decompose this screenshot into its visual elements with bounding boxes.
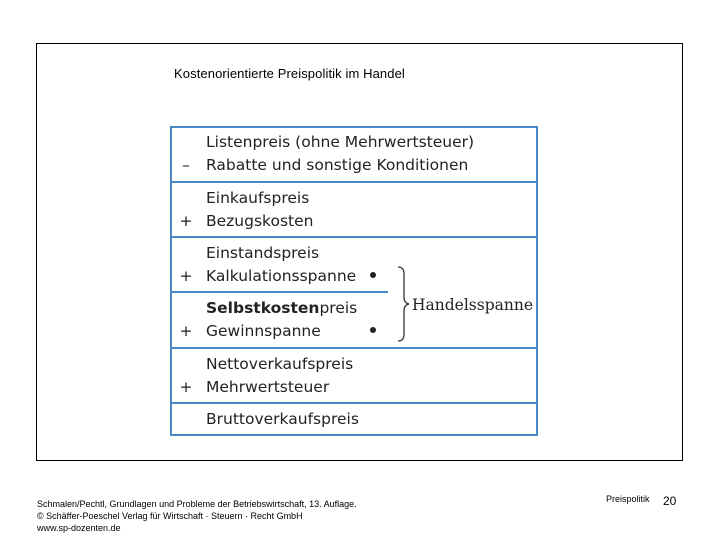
- footer-citation: [37, 498, 357, 534]
- row-divider: [172, 181, 536, 183]
- bold-text: Selbstkosten: [206, 299, 320, 317]
- bullet-dot: [370, 272, 376, 278]
- scheme-line: Bezugskosten: [206, 212, 314, 230]
- brace-label-handelsspanne: Handelsspanne: [412, 296, 534, 314]
- row-divider: [172, 347, 536, 349]
- plus-operator: +: [179, 212, 193, 230]
- scheme-line: Nettoverkaufspreis: [206, 355, 354, 373]
- scheme-line: Rabatte und sonstige Konditionen: [206, 156, 469, 174]
- bullet-dot: [370, 327, 376, 333]
- plus-operator: +: [179, 267, 193, 285]
- row-divider-short: [172, 291, 388, 293]
- scheme-line: Bruttoverkaufspreis: [206, 410, 359, 428]
- calculation-scheme: [170, 126, 538, 436]
- curly-brace-icon: [396, 266, 410, 342]
- footer-topic: Preispolitik: [606, 494, 650, 504]
- citation-line: © Schäffer-Poeschel Verlag für Wirtschaft · Steuern · Recht GmbH: [37, 511, 303, 521]
- plus-operator: +: [179, 322, 193, 340]
- scheme-line: Einstandspreis: [206, 244, 320, 262]
- scheme-line: Gewinnspanne: [206, 322, 321, 340]
- regular-text: preis: [319, 299, 358, 317]
- scheme-line-selbstkostenpreis: [206, 299, 357, 317]
- citation-line: Schmalen/Pechtl, Grundlagen und Probleme der Betriebswirtschaft, 13. Auflage.: [37, 499, 357, 509]
- scheme-line: Mehrwertsteuer: [206, 378, 330, 396]
- scheme-line: Listenpreis (ohne Mehrwertsteuer): [206, 133, 475, 151]
- row-divider: [172, 236, 536, 238]
- slide-title: Kostenorientierte Preispolitik im Handel: [174, 66, 405, 81]
- scheme-line: Einkaufspreis: [206, 189, 310, 207]
- page-number: 20: [663, 494, 677, 508]
- row-divider: [172, 402, 536, 404]
- plus-operator: +: [179, 378, 193, 396]
- scheme-line: Kalkulationsspanne: [206, 267, 357, 285]
- minus-operator: –: [182, 156, 190, 174]
- citation-link: www.sp-dozenten.de: [37, 523, 121, 533]
